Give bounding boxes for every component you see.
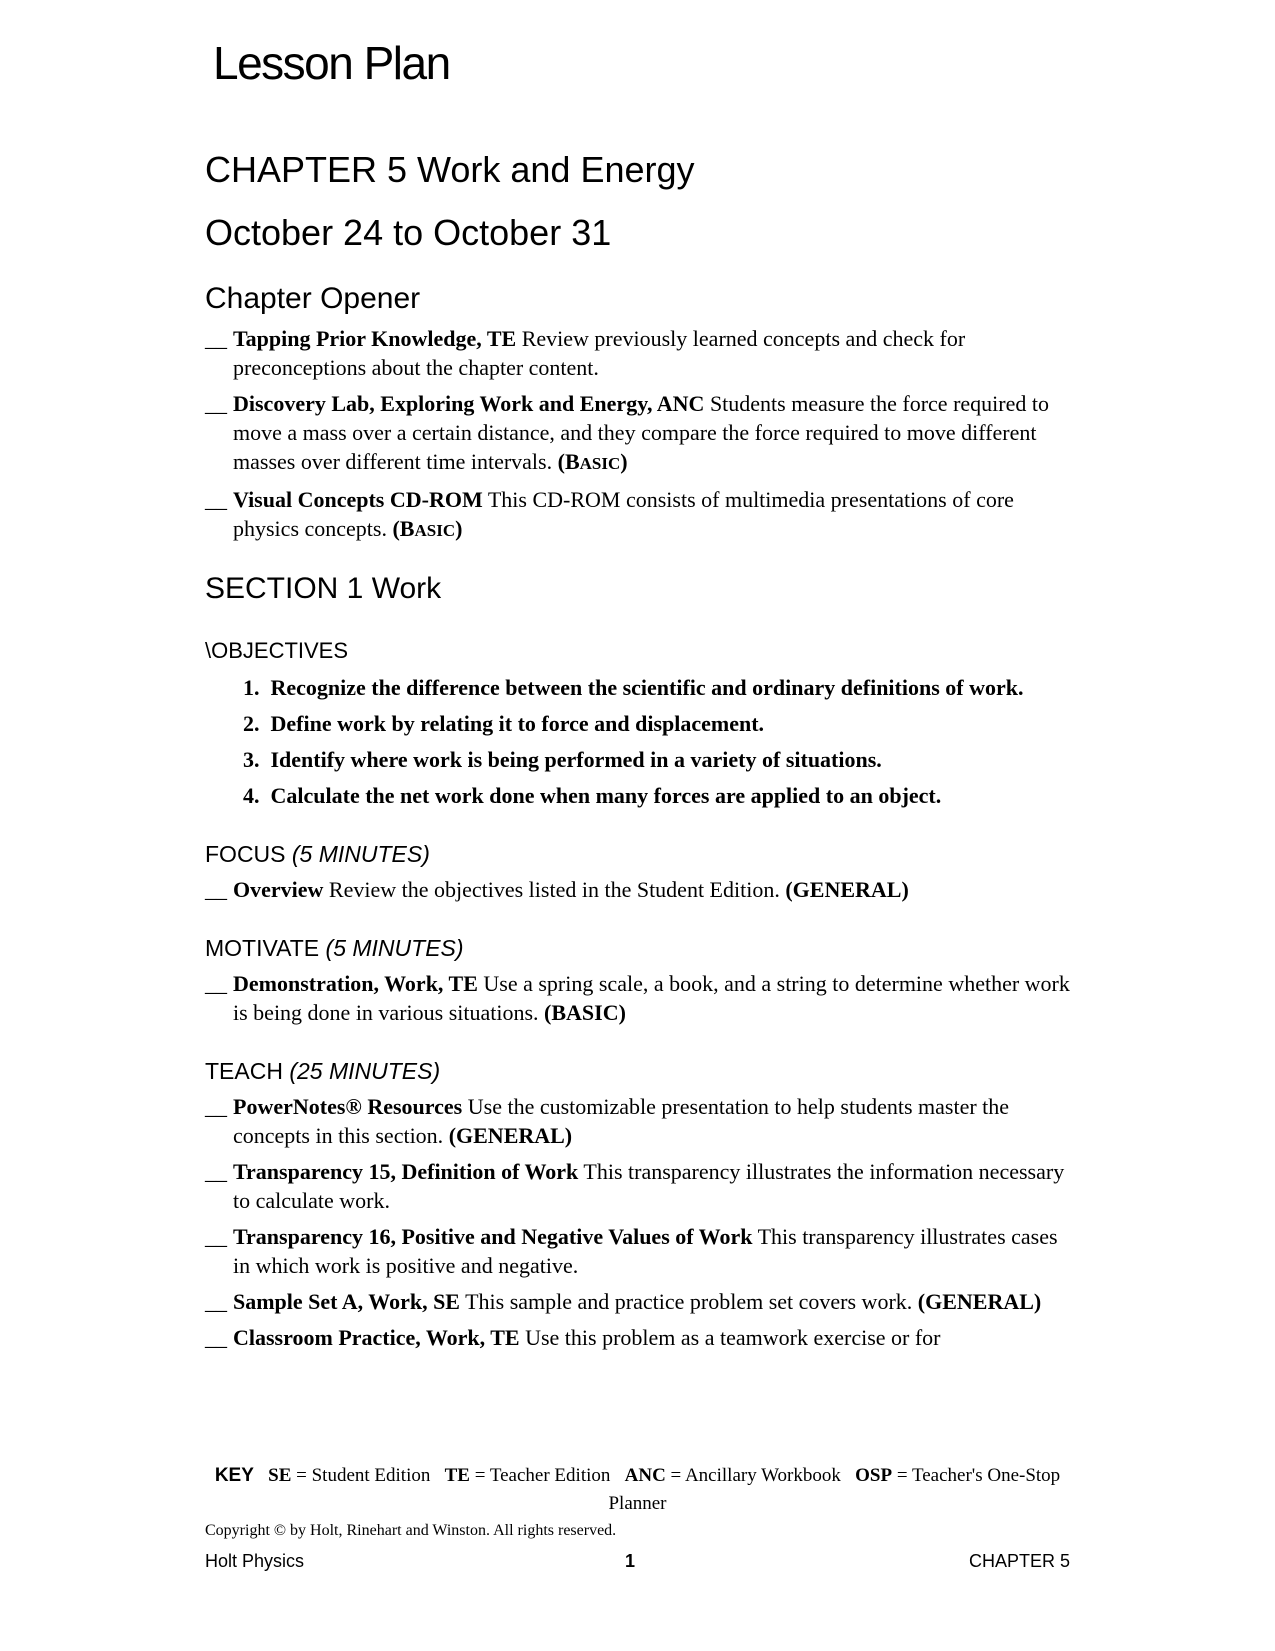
key-abbr: OSP	[855, 1465, 893, 1486]
key-text: = Student Edition	[291, 1465, 431, 1486]
checkbox-blank: __	[205, 1094, 227, 1119]
copyright-notice: Copyright © by Holt, Rinehart and Winston. All rights reserved.	[205, 1522, 617, 1539]
key-legend	[205, 1462, 1070, 1518]
item-title: Classroom Practice, Work, TE	[233, 1325, 520, 1350]
motivate-block	[205, 934, 1070, 1027]
page-number: 1	[625, 1551, 636, 1571]
checkbox-blank: __	[205, 1224, 227, 1249]
level-open: (	[557, 449, 565, 474]
item-description: Students measure the force required to move a mass over a certain distance, and they compare the force required to move different masses over different time intervals.	[233, 391, 1049, 474]
item-level: (GENERAL)	[785, 877, 909, 902]
item-description: Use a spring scale, a book, and a string to determine whether work is being done in various situations.	[233, 971, 1070, 1025]
checkbox-blank: __	[205, 487, 227, 512]
key-abbr: SE	[268, 1465, 292, 1486]
key-text: = Ancillary Workbook	[665, 1465, 841, 1486]
focus-list	[205, 875, 1070, 904]
item-description: Use the customizable presentation to help students master the concepts in this section.	[233, 1094, 1010, 1148]
chapter-opener-list	[205, 324, 1070, 545]
teach-block	[205, 1057, 1070, 1352]
list-item	[205, 1222, 1070, 1280]
objective-text: Recognize the difference between the scientific and ordinary definitions of work.	[270, 675, 1024, 700]
checkbox-blank: __	[205, 391, 227, 416]
item-title: Transparency 15, Definition of Work	[233, 1159, 579, 1184]
phase-duration: (5 MINUTES)	[291, 841, 430, 867]
list-item	[205, 1157, 1070, 1215]
list-item	[205, 324, 1070, 382]
level-cap: B	[564, 449, 580, 474]
item-description: Review the objectives listed in the Student Edition.	[323, 877, 786, 902]
checkbox-blank: __	[205, 971, 227, 996]
focus-heading	[205, 840, 1070, 868]
level-close: )	[455, 516, 463, 541]
date-range-heading: October 24 to October 31	[205, 212, 612, 253]
focus-block	[205, 840, 1070, 904]
list-item	[205, 969, 1070, 1027]
list-item	[205, 389, 1070, 478]
motivate-heading	[205, 934, 1070, 962]
level-rest: ASIC	[414, 521, 456, 540]
lesson-content	[205, 148, 1070, 1352]
phase-duration: (25 MINUTES)	[289, 1058, 441, 1084]
motivate-list	[205, 969, 1070, 1027]
item-description: Review previously learned concepts and check for preconceptions about the chapter content.	[233, 326, 966, 380]
objectives-list	[205, 673, 1070, 810]
item-title: Discovery Lab, Exploring Work and Energy, ANC	[233, 391, 705, 416]
phase-label: FOCUS	[205, 841, 286, 867]
item-title: Overview	[233, 877, 324, 902]
objective-number: 4.	[243, 783, 260, 808]
footer-chapter: CHAPTER 5	[968, 1551, 1070, 1571]
level-close: )	[620, 449, 628, 474]
checkbox-blank: __	[205, 1289, 227, 1314]
level-cap: B	[399, 516, 415, 541]
key-abbr: TE	[444, 1465, 470, 1486]
checkbox-blank: __	[205, 877, 227, 902]
list-item	[205, 1092, 1070, 1150]
item-description: This transparency illustrates the information necessary to calculate work.	[233, 1159, 1065, 1213]
item-level: (BASIC)	[544, 1000, 626, 1025]
objective-text: Calculate the net work done when many forces are applied to an object.	[270, 783, 942, 808]
list-item	[205, 1323, 1070, 1352]
phase-duration: (5 MINUTES)	[325, 935, 464, 961]
objective-item	[205, 745, 1070, 774]
teach-list	[205, 1092, 1070, 1352]
footer-book-title: Holt Physics	[205, 1551, 305, 1571]
list-item	[205, 875, 1070, 904]
list-item	[205, 1287, 1070, 1316]
item-title: Demonstration, Work, TE	[233, 971, 478, 996]
objective-number: 2.	[243, 711, 260, 736]
objective-number: 1.	[243, 675, 260, 700]
checkbox-blank: __	[205, 326, 227, 351]
checkbox-blank: __	[205, 1159, 227, 1184]
phase-label: MOTIVATE	[205, 935, 320, 961]
key-text: = Teacher's One-Stop Planner	[608, 1465, 1061, 1514]
chapter-heading: CHAPTER 5 Work and Energy	[205, 149, 695, 190]
objective-text: Define work by relating it to force and displacement.	[270, 711, 765, 736]
item-level: (GENERAL)	[917, 1289, 1042, 1314]
key-abbr: ANC	[624, 1465, 666, 1486]
item-description: Use this problem as a teamwork exercise or for	[519, 1325, 941, 1350]
key-label: KEY	[214, 1465, 254, 1486]
phase-label: TEACH	[205, 1058, 283, 1084]
item-title: Transparency 16, Positive and Negative Values of Work	[233, 1224, 753, 1249]
item-description: This sample and practice problem set covers work.	[459, 1289, 918, 1314]
checkbox-blank: __	[205, 1325, 227, 1350]
item-title: PowerNotes® Resources	[233, 1094, 463, 1119]
item-title: Sample Set A, Work, SE	[233, 1289, 460, 1314]
objective-item	[205, 709, 1070, 738]
objective-item	[205, 673, 1070, 702]
objectives-heading: \OBJECTIVES	[205, 638, 349, 663]
level-rest: ASIC	[579, 454, 621, 473]
objective-text: Identify where work is being performed in a variety of situations.	[270, 747, 882, 772]
level-open: (	[392, 516, 400, 541]
list-item	[205, 485, 1070, 545]
section-heading: SECTION 1 Work	[205, 572, 442, 605]
item-title: Tapping Prior Knowledge, TE	[233, 326, 517, 351]
item-title: Visual Concepts CD-ROM	[233, 487, 483, 512]
teach-heading	[205, 1057, 1070, 1085]
chapter-opener-heading: Chapter Opener	[205, 282, 421, 315]
objective-item	[205, 781, 1070, 810]
objective-number: 3.	[243, 747, 260, 772]
item-description: This CD-ROM consists of multimedia presentations of core physics concepts.	[233, 487, 1014, 541]
item-level: (GENERAL)	[448, 1123, 573, 1148]
document-title: Lesson Plan	[213, 37, 450, 89]
item-description: This transparency illustrates cases in which work is positive and negative.	[233, 1224, 1058, 1278]
key-text: = Teacher Edition	[469, 1465, 611, 1486]
